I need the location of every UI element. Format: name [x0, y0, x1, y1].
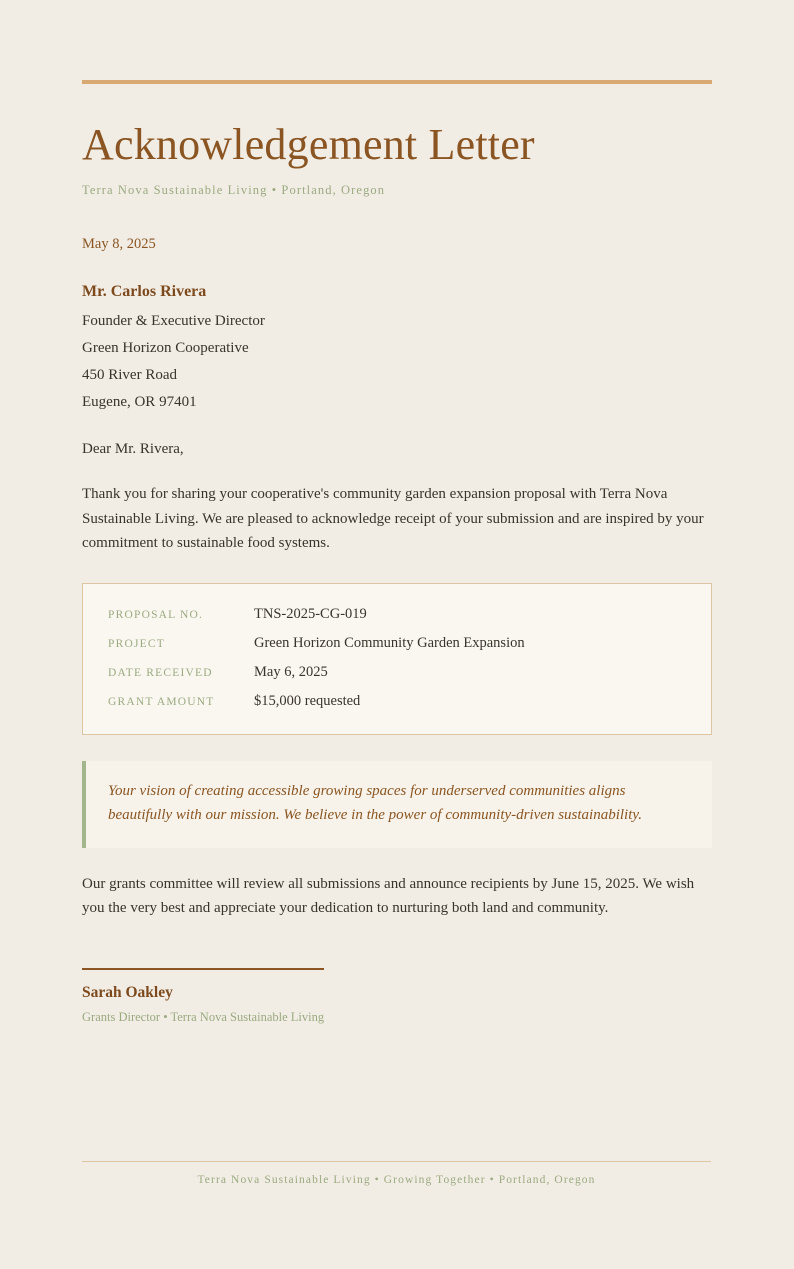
signatory-title: Grants Director • Terra Nova Sustainable Living [82, 1009, 325, 1024]
salutation: Dear Mr. Rivera, [82, 441, 184, 458]
recipient-name: Mr. Carlos Rivera [82, 283, 207, 301]
header-top-rule [82, 80, 712, 84]
details-label-proposal-no: PROPOSAL NO. [108, 609, 204, 622]
signature-block [82, 968, 712, 1025]
body-paragraph-2: Our grants committee will review all submissions and announce recipients by June 15, 2025. We wish you the very best and appreciate your dedication to nurturing both land and community. [82, 875, 695, 917]
details-row [108, 606, 686, 623]
footer-text: Terra Nova Sustainable Living • Growing Together • Portland, Oregon [197, 1174, 596, 1186]
details-row [108, 693, 686, 710]
recipient-organization: Green Horizon Cooperative [82, 340, 249, 357]
pull-quote-text: Your vision of creating accessible growing spaces for underserved communities aligns beautifully with our mission. We believe in the power of community-driven sustainability. [108, 783, 642, 824]
organization-subtitle: Terra Nova Sustainable Living • Portland, Oregon [82, 183, 386, 198]
letter-page [0, 80, 794, 1269]
recipient-address-block [82, 283, 712, 411]
signatory-name: Sarah Oakley [82, 983, 173, 1001]
details-value-date-received: May 6, 2025 [254, 664, 328, 681]
page-title: Acknowledgement Letter [82, 120, 535, 169]
signature-line [82, 968, 324, 970]
details-label-project: PROJECT [108, 638, 165, 651]
recipient-street: 450 River Road [82, 367, 177, 384]
page-footer [82, 1161, 711, 1186]
details-label-grant-amount: GRANT AMOUNT [108, 696, 215, 709]
pull-quote-block [82, 761, 712, 848]
details-value-grant-amount: $15,000 requested [254, 693, 361, 710]
details-row [108, 635, 686, 652]
recipient-city-state-zip: Eugene, OR 97401 [82, 394, 197, 411]
details-label-date-received: DATE RECEIVED [108, 667, 213, 680]
letter-date: May 8, 2025 [82, 236, 156, 253]
recipient-title: Founder & Executive Director [82, 313, 265, 330]
details-row [108, 664, 686, 681]
body-paragraph-1: Thank you for sharing your cooperative's community garden expansion proposal with Terra Nova Sustainable Living. We are pleased to acknowledge receipt of your submission and are inspired by your commitment to sustainable food systems. [82, 486, 704, 551]
details-value-project: Green Horizon Community Garden Expansion [254, 635, 525, 652]
proposal-details-box [82, 583, 712, 735]
details-value-proposal-no: TNS-2025-CG-019 [254, 606, 367, 623]
footer-rule [82, 1161, 711, 1162]
